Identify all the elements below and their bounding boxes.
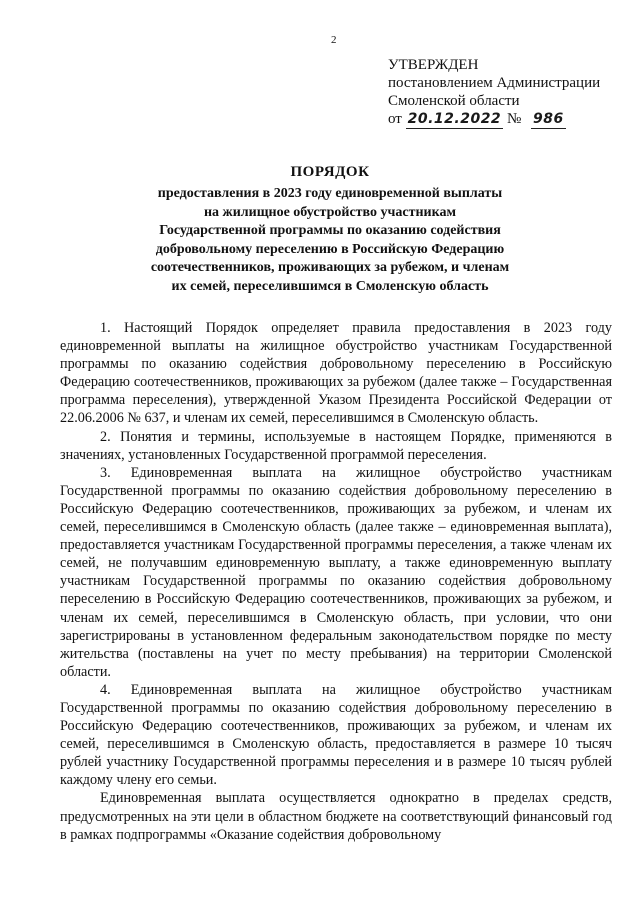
approval-date-line: [388, 110, 633, 129]
document-title: ПОРЯДОК: [290, 164, 370, 180]
paragraph: 3. Единовременная выплата на жилищное обустройство участникам Государственной программы по оказанию содействия добровольному переселению в Российскую Федерацию соотечественников, проживающих за рубежом, и членам их семей, переселившимся в Смоленскую область (далее также – единовременная выплата), предоставляется участникам Государственной программы переселения, а также членам их семей, не получавшим единовременную выплату, а также единовременную выплату участникам Государственной программы по оказанию содействия добровольному переселению в Российскую Федерацию соотечественников, проживающих за рубежом, и членам их семей, переселившимся в Смоленскую область, при условии, что они зарегистрированы в установленном федеральным законодательством порядке по месту жительства (поставлены на учет по месту пребывания) на территории Смоленской области.: [60, 464, 612, 680]
document-title-block: [150, 162, 510, 297]
approval-line: Смоленской области: [388, 93, 520, 109]
number-prefix: №: [506, 111, 522, 127]
document-subtitle: предоставления в 2023 году единовременной выплаты на жилищное обустройство участникам Государственной программы по оказанию содействия добровольному переселению в Российскую Федерацию соотечественников, проживающих за рубежом, и членам их семей, переселившимся в Смоленскую область: [150, 186, 510, 294]
paragraph: Единовременная выплата осуществляется однократно в пределах средств, предусмотренных на эти цели в областном бюджете на соответствующий финансовый год в рамках подпрограммы «Оказание содействия добровольному: [60, 790, 612, 843]
handwritten-date: 20.12.2022: [407, 111, 502, 127]
paragraph: 2. Понятия и термины, используемые в настоящем Порядке, применяются в значениях, установленных Государственной программой переселения.: [60, 428, 612, 463]
date-prefix: от: [388, 111, 402, 127]
page-number: 2: [331, 34, 337, 46]
paragraph: 1. Настоящий Порядок определяет правила предоставления в 2023 году единовременной выплаты на жилищное обустройство участникам Государственной программы по оказанию содействия добровольному переселению в Российскую Федерацию соотечественников, проживающих за рубежом (далее также – Государственная программа переселения), утвержденной Указом Президента Российской Федерации от 22.06.2006 № 637, и членам их семей, переселившимся в Смоленскую область.: [60, 320, 612, 427]
document-body: [60, 319, 612, 844]
paragraph: 4. Единовременная выплата на жилищное обустройство участникам Государственной программы по оказанию содействия добровольному переселению в Российскую Федерацию соотечественников, проживающих за рубежом, и членам их семей, переселившимся в Смоленскую область, предоставляется в размере 10 тысяч рублей участнику Государственной программы переселения и в размере 10 тысяч рублей каждому члену его семьи.: [60, 681, 612, 789]
approval-line: постановлением Администрации: [388, 75, 601, 91]
approval-heading: УТВЕРЖДЕН: [388, 57, 479, 73]
handwritten-number: 986: [533, 111, 564, 127]
approval-stamp: [388, 56, 633, 129]
